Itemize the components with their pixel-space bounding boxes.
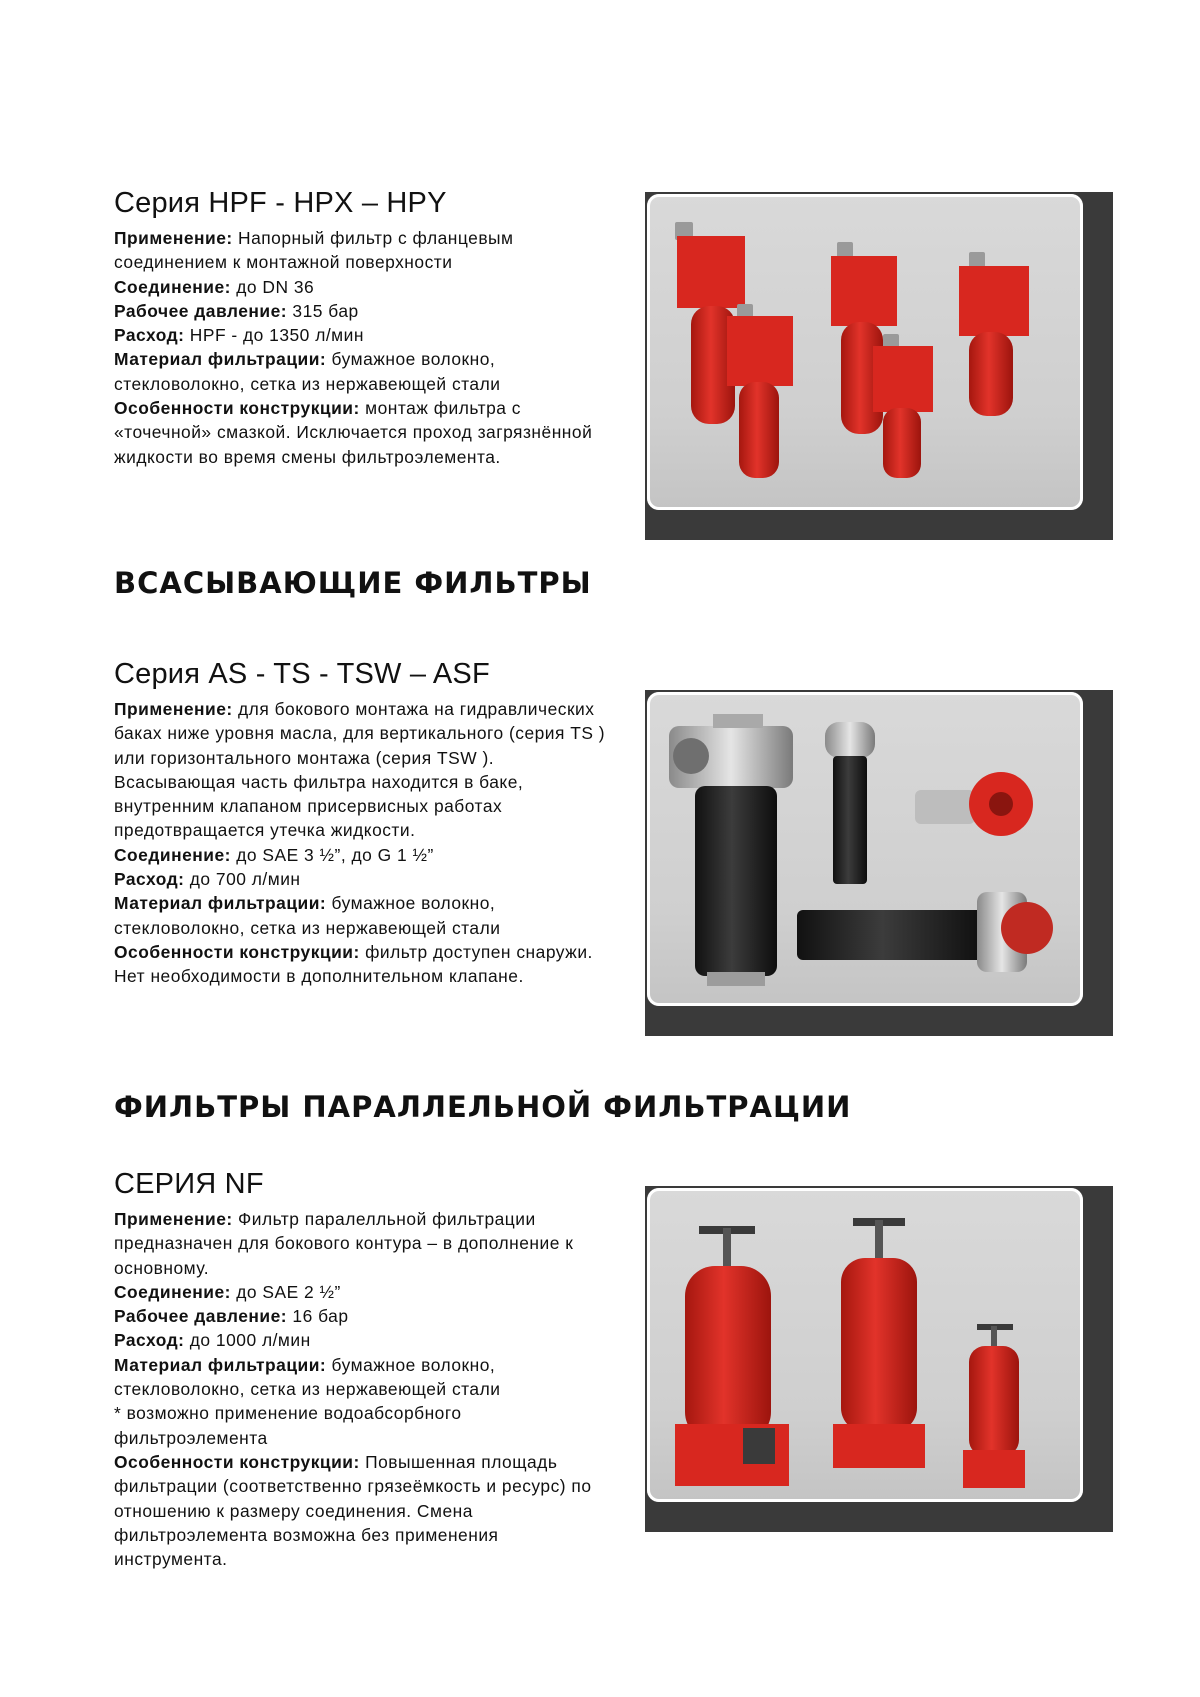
- features-label: Особенности конструкции:: [114, 398, 360, 419]
- material-label: Материал фильтрации:: [114, 349, 327, 370]
- pressure-value: 315 бар: [287, 300, 359, 321]
- features-value: Повышенная площадь фильтрации (соответственно грязеёмкость и ресурс) по отношению к размеру соединения. Смена фильтроэлемента возможна без применения инструмента.: [114, 1451, 592, 1570]
- hpf-photo-frame: [645, 192, 1113, 540]
- section-title-suction: ВСАСЫВАЮЩИЕ ФИЛЬТРЫ: [114, 566, 592, 600]
- as-photo: [647, 692, 1083, 1006]
- application-value: для бокового монтажа на гидравлических баках ниже уровня масла, для вертикального (серия TS ) или горизонтального монтажа (серия TSW ). Всасывающая часть фильтра находится в баке, внутренним клапаном присервисных работах предотвращается утечка жидкости.: [114, 699, 606, 841]
- features-value: монтаж фильтра с «точечной» смазкой. Исключается проход загрязнённой жидкости во время смены фильтроэлемента.: [114, 398, 593, 467]
- series-hpf-block: [114, 187, 614, 469]
- series-nf-title: СЕРИЯ NF: [114, 1168, 264, 1200]
- hpf-photo: [647, 194, 1083, 510]
- connection-label: Соединение:: [114, 276, 231, 297]
- application-value: Напорный фильтр с фланцевым соединением к монтажной поверхности: [114, 228, 514, 273]
- material-label: Материал фильтрации:: [114, 1354, 327, 1375]
- flow-value: до 1000 л/мин: [184, 1330, 311, 1351]
- flow-label: Расход:: [114, 1330, 185, 1351]
- nf-photo-frame: [645, 1186, 1113, 1532]
- section-title-parallel: ФИЛЬТРЫ ПАРАЛЛЕЛЬНОЙ ФИЛЬТРАЦИИ: [114, 1090, 852, 1124]
- series-hpf-specs: [114, 226, 614, 469]
- material-value: бумажное волокно, стекловолокно, сетка из нержавеющей стали: [114, 893, 501, 938]
- pressure-label: Рабочее давление:: [114, 1306, 288, 1327]
- material-value: бумажное волокно, стекловолокно, сетка из нержавеющей стали: [114, 349, 501, 394]
- application-label: Применение:: [114, 228, 233, 248]
- flow-label: Расход:: [114, 325, 185, 346]
- as-suction-filters-illustration: [647, 692, 1083, 1006]
- application-label: Применение:: [114, 699, 233, 719]
- features-label: Особенности конструкции:: [114, 941, 360, 962]
- series-as-title: Серия AS - TS - TSW – ASF: [114, 658, 490, 690]
- series-nf-block: [114, 1168, 614, 1571]
- material-value: бумажное волокно, стекловолокно, сетка из нержавеющей стали: [114, 1354, 501, 1400]
- flow-value: до 700 л/мин: [184, 869, 301, 890]
- hpf-pressure-filters-illustration: [647, 194, 1083, 510]
- flow-value: HPF - до 1350 л/мин: [184, 325, 364, 346]
- series-hpf-title: Серия HPF - HPX – HPY: [114, 187, 447, 219]
- connection-value: до SAE 3 ½”, до G 1 ½”: [230, 844, 434, 865]
- connection-label: Соединение:: [114, 844, 231, 865]
- flow-label: Расход:: [114, 869, 185, 890]
- connection-value: до DN 36: [230, 276, 315, 297]
- series-nf-specs: [114, 1207, 614, 1571]
- connection-label: Соединение:: [114, 1281, 231, 1302]
- material-label: Материал фильтрации:: [114, 893, 327, 914]
- pressure-label: Рабочее давление:: [114, 300, 288, 321]
- connection-value: до SAE 2 ½”: [230, 1281, 341, 1302]
- note-value: * возможно применение водоабсорбного фильтроэлемента: [114, 1403, 462, 1448]
- features-label: Особенности конструкции:: [114, 1451, 360, 1472]
- pressure-value: 16 бар: [287, 1306, 349, 1327]
- features-value: фильтр доступен снаружи. Нет необходимости в дополнительном клапане.: [114, 941, 593, 987]
- series-as-specs: [114, 697, 614, 989]
- application-label: Применение:: [114, 1209, 233, 1229]
- application-value: Фильтр паралелльной фильтрации предназначен для бокового контура – в дополнение к основному.: [114, 1209, 574, 1278]
- as-photo-frame: [645, 690, 1113, 1036]
- nf-parallel-filters-illustration: [647, 1188, 1083, 1502]
- nf-photo: [647, 1188, 1083, 1502]
- series-as-block: [114, 658, 614, 989]
